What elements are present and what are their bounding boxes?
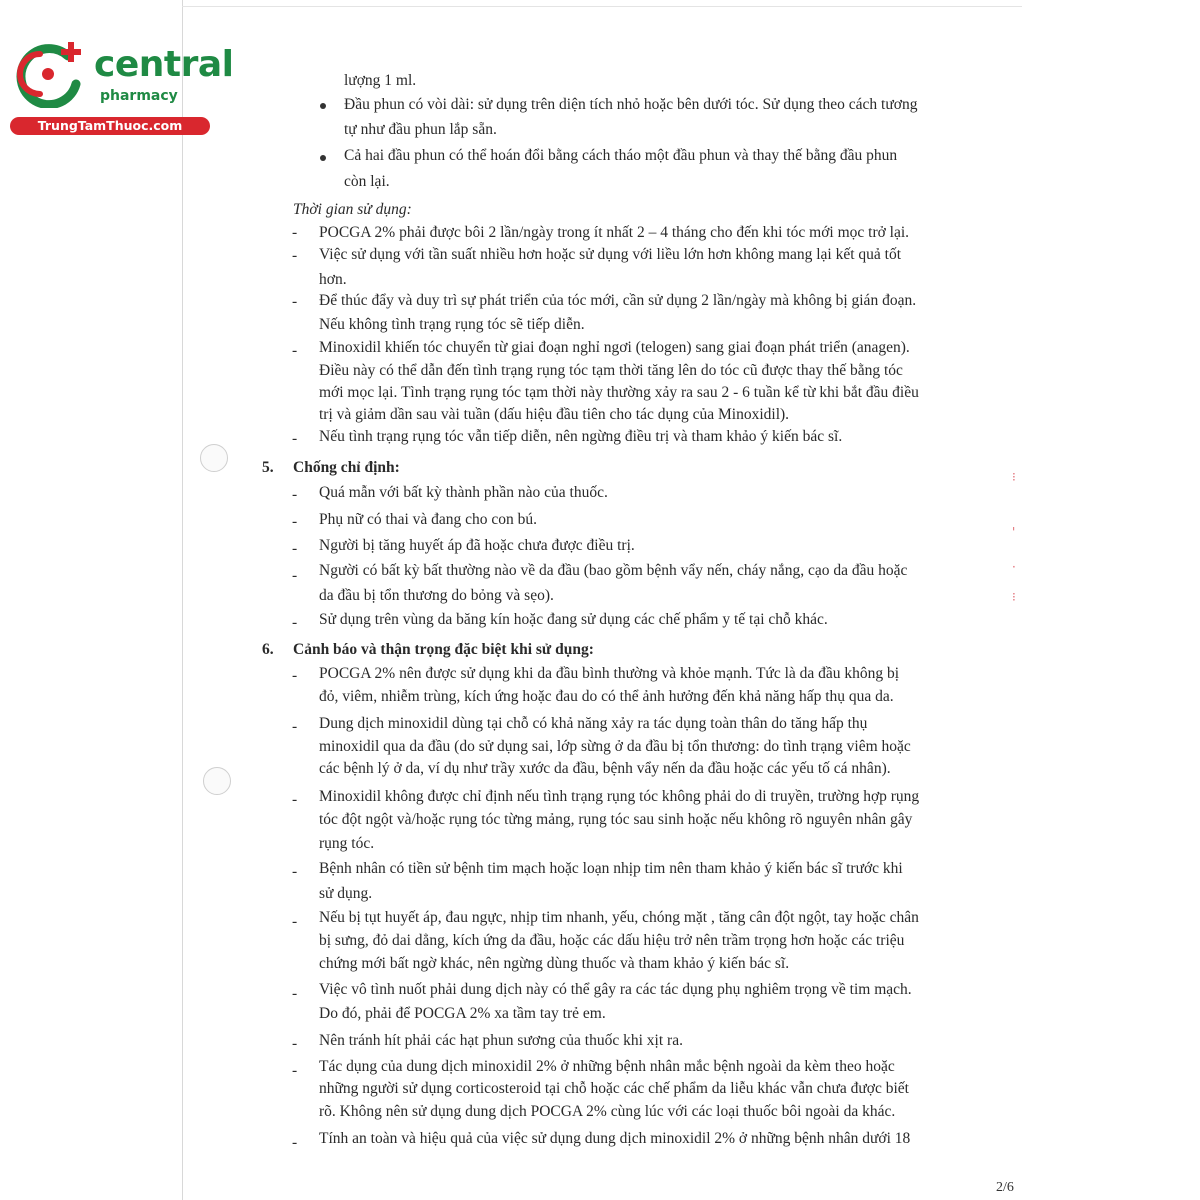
list-line: Nếu bị tụt huyết áp, đau ngực, nhịp tim nhanh, yếu, chóng mặt , tăng cân đột ngột, tay hoặc chân <box>319 909 919 926</box>
list-line: các bệnh lý ở da, ví dụ như trầy xước da đầu, bệnh vẩy nến da đầu hoặc các yếu tố cá nhân). <box>319 760 891 777</box>
punch-hole <box>203 767 231 795</box>
list-line: Điều này có thể dẫn đến tình trạng rụng tóc tạm thời tăng lên do tóc cũ được thay thế bằng tóc <box>319 362 903 379</box>
section-number: 5. <box>262 459 274 476</box>
section-subheading: Thời gian sử dụng: <box>293 201 412 218</box>
dash-marker: - <box>292 430 298 447</box>
punch-hole <box>200 444 228 472</box>
list-line: Việc sử dụng với tần suất nhiều hơn hoặc sử dụng với liều lớn hơn không mang lại kết quả tốt <box>319 246 902 263</box>
dash-marker: - <box>292 863 298 880</box>
bullet-line: Đầu phun có vòi dài: sử dụng trên diện tích nhỏ hoặc bên dưới tóc. Sử dụng theo cách tương <box>344 96 918 113</box>
list-line: Nếu tình trạng rụng tóc vẫn tiếp diễn, nên ngừng điều trị và tham khảo ý kiến bác sĩ. <box>319 428 843 445</box>
list-line: Người có bất kỳ bất thường nào về da đầu (bao gồm bệnh vẩy nến, cháy nắng, cạo da đầu hoặc <box>319 562 908 579</box>
margin-mark: ⁝ <box>1012 470 1016 484</box>
list-line: Bệnh nhân có tiền sử bệnh tim mạch hoặc loạn nhịp tim nên tham khảo ý kiến bác sĩ trước khi <box>319 860 903 877</box>
list-line: Người bị tăng huyết áp đã hoặc chưa được điều trị. <box>319 537 635 554</box>
list-line: POCGA 2% nên được sử dụng khi da đầu bình thường và khỏe mạnh. Tức là da đầu không bị <box>319 665 900 682</box>
dash-marker: - <box>292 718 298 735</box>
logo-mark-icon <box>10 38 90 108</box>
dash-marker: - <box>292 540 298 557</box>
dash-marker: - <box>292 486 298 503</box>
list-line: Minoxidil khiến tóc chuyển từ giai đoạn nghỉ ngơi (telogen) sang giai đoạn phát triển (anagen). <box>319 339 910 356</box>
margin-mark: · <box>1012 560 1016 574</box>
list-line: minoxidil qua da đầu (do sử dụng sai, lớp sừng ở da đầu bị tổn thương: do tình trạng viêm hoặc <box>319 738 911 755</box>
dash-marker: - <box>292 913 298 930</box>
bullet-icon <box>320 155 326 161</box>
central-pharmacy-logo <box>10 38 234 138</box>
page-number: 2/6 <box>996 1180 1014 1195</box>
list-line: chứng mới bất ngờ khác, nên ngừng dùng thuốc và tham khảo ý kiến bác sĩ. <box>319 955 790 972</box>
list-line: mới mọc lại. Tình trạng rụng tóc tạm thời này thường xảy ra sau 2 - 6 tuần kể từ khi bắt đầu điều <box>319 384 919 401</box>
dash-marker: - <box>292 1134 298 1151</box>
bullet-line: tự như đầu phun lắp sẵn. <box>344 121 497 138</box>
list-line: Quá mẫn với bất kỳ thành phần nào của thuốc. <box>319 484 608 501</box>
section-title: Cảnh báo và thận trọng đặc biệt khi sử dụng: <box>293 641 594 658</box>
dash-marker: - <box>292 224 298 241</box>
list-line: bị sưng, đỏ dai dẳng, kích ứng da đầu, hoặc các dấu hiệu trở nên trầm trọng hơn hoặc các triệu <box>319 932 905 949</box>
list-line: Dung dịch minoxidil dùng tại chỗ có khả năng xảy ra tác dụng toàn thân do tăng hấp thụ <box>319 715 868 732</box>
dash-marker: - <box>292 614 298 631</box>
dash-marker: - <box>292 1062 298 1079</box>
page-edge <box>182 0 183 1200</box>
list-line: trị và giảm dần sau vài tuần (dấu hiệu đầu tiên cho tác dụng của Minoxidil). <box>319 406 790 423</box>
list-line: Do đó, phải để POCGA 2% xa tầm tay trẻ em. <box>319 1005 606 1022</box>
dash-marker: - <box>292 247 298 264</box>
list-line: sử dụng. <box>319 885 373 902</box>
list-line: Để thúc đẩy và duy trì sự phát triển của tóc mới, cần sử dụng 2 lần/ngày mà không bị gián đoạn. <box>319 292 917 309</box>
bullet-line: còn lại. <box>344 173 390 190</box>
list-line: Sử dụng trên vùng da băng kín hoặc đang sử dụng các chế phẩm y tế tại chỗ khác. <box>319 611 828 628</box>
list-line: Tác dụng của dung dịch minoxidil 2% ở những bệnh nhân mắc bệnh ngoài da kèm theo hoặc <box>319 1058 895 1075</box>
list-line: POCGA 2% phải được bôi 2 lần/ngày trong ít nhất 2 – 4 tháng cho đến khi tóc mới mọc trở lại. <box>319 224 910 241</box>
logo-wordmark: central <box>94 44 234 85</box>
dash-marker: - <box>292 1035 298 1052</box>
margin-mark: ' <box>1012 525 1016 539</box>
list-line: rõ. Không nên sử dụng dung dịch POCGA 2% cùng lúc với các loại thuốc bôi ngoài da khác. <box>319 1103 896 1120</box>
section-title: Chống chỉ định: <box>293 459 400 476</box>
page-edge-top <box>182 6 1022 7</box>
list-line: Tính an toàn và hiệu quả của việc sử dụng dung dịch minoxidil 2% ở những bệnh nhân dưới 18 <box>319 1130 911 1147</box>
bullet-line: Cả hai đầu phun có thể hoán đổi bằng cách tháo một đầu phun và thay thế bằng đầu phun <box>344 147 898 164</box>
list-line: rụng tóc. <box>319 835 375 852</box>
bullet-icon <box>320 103 326 109</box>
list-line: đỏ, viêm, nhiễm trùng, kích ứng hoặc đau do có thể ảnh hưởng đến khả năng hấp thụ qua da. <box>319 688 894 705</box>
intro-line: lượng 1 ml. <box>344 72 417 89</box>
margin-mark: ⁝ <box>1012 590 1016 604</box>
list-line: Nên tránh hít phải các hạt phun sương của thuốc khi xịt ra. <box>319 1032 683 1049</box>
list-line: hơn. <box>319 271 347 288</box>
list-line: Phụ nữ có thai và đang cho con bú. <box>319 511 538 528</box>
list-line: tóc đột ngột và/hoặc rụng tóc từng mảng, rụng tóc sau sinh hoặc nếu không rõ nguyên nhân gây <box>319 811 913 828</box>
dash-marker: - <box>292 513 298 530</box>
dash-marker: - <box>292 293 298 310</box>
logo-subtitle: pharmacy <box>100 88 178 104</box>
dash-marker: - <box>292 342 298 359</box>
dash-marker: - <box>292 667 298 684</box>
list-line: Minoxidil không được chỉ định nếu tình trạng rụng tóc không phải do di truyền, trường hợp rụng <box>319 788 920 805</box>
list-line: Nếu không tình trạng rụng tóc sẽ tiếp diễn. <box>319 316 585 333</box>
list-line: Việc vô tình nuốt phải dung dịch này có thể gây ra các tác dụng phụ nghiêm trọng về tim mạch. <box>319 981 912 998</box>
dash-marker: - <box>292 985 298 1002</box>
list-line: da đầu bị tổn thương do bỏng và sẹo). <box>319 587 554 604</box>
section-number: 6. <box>262 641 274 658</box>
dash-marker: - <box>292 567 298 584</box>
list-line: những người sử dụng corticosteroid tại chỗ hoặc các chế phẩm da liễu khác vẫn chưa được biết <box>319 1080 909 1097</box>
dash-marker: - <box>292 791 298 808</box>
logo-banner: TrungTamThuoc.com <box>10 117 210 135</box>
